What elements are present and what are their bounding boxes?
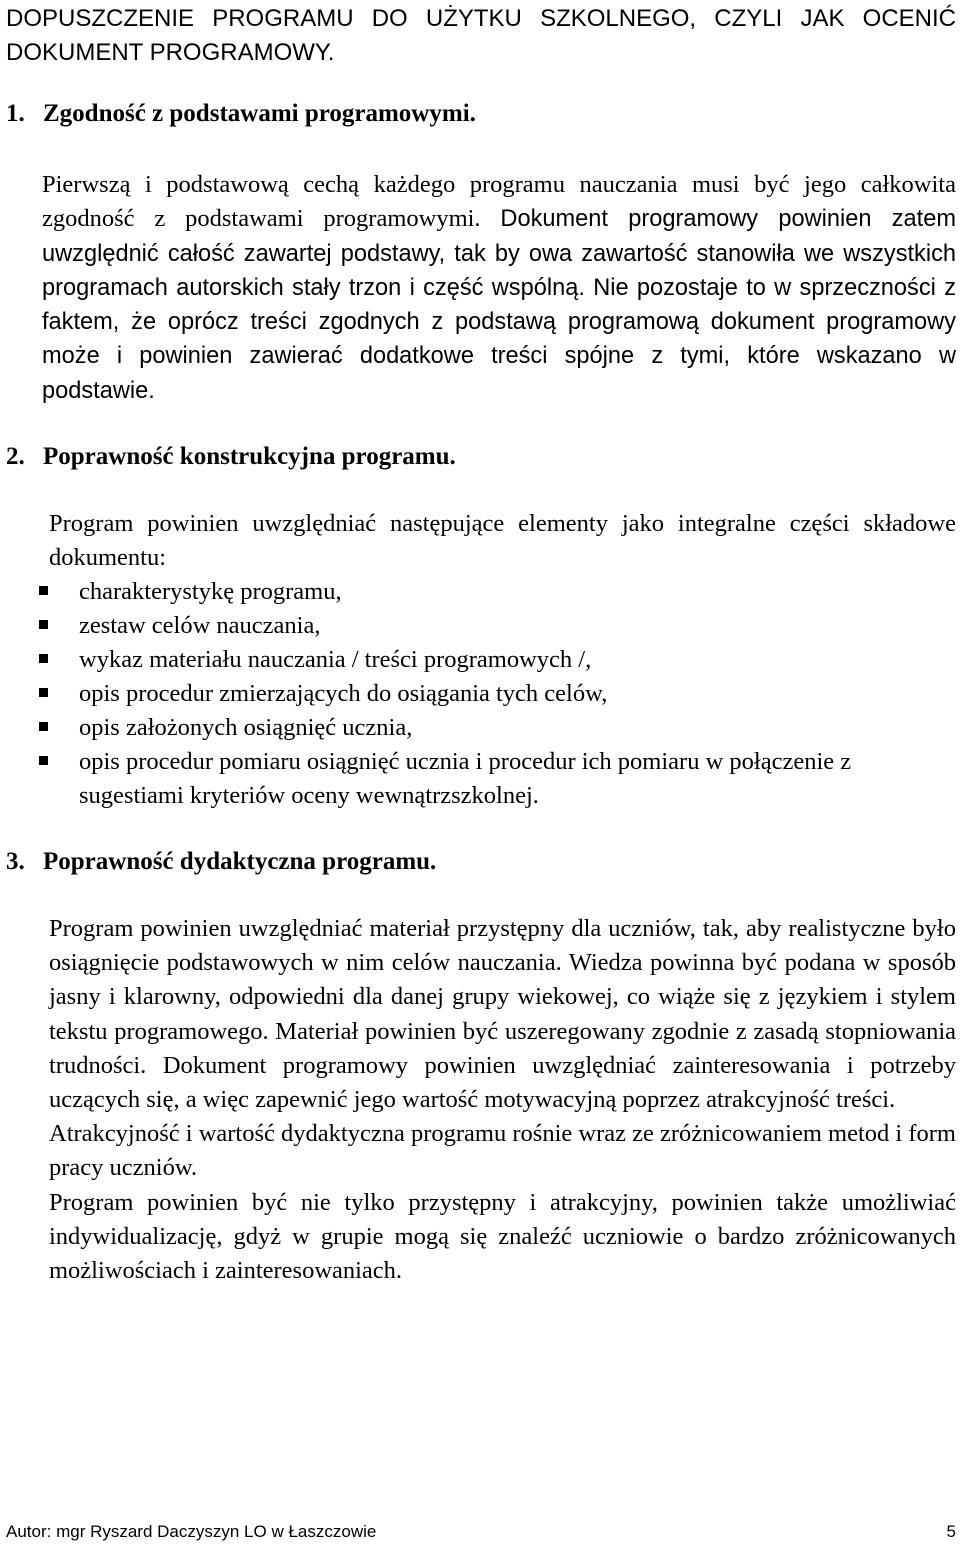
bullet-square-icon [39, 688, 48, 697]
bullet-square-icon [39, 654, 48, 663]
list-item-text: opis procedur zmierzających do osiągania tych celów, [79, 680, 608, 707]
paragraph: Atrakcyjność i wartość dydaktyczna programu rośnie wraz ze zróżnicowaniem metod i form pracy uczniów. [49, 1120, 956, 1182]
footer-author: Autor: mgr Ryszard Daczyszyn LO w Łaszczowie [6, 1522, 377, 1541]
list-item-text: wykaz materiału nauczania / treści programowych /, [79, 646, 592, 673]
section-title: Poprawność konstrukcyjna programu. [43, 443, 456, 470]
list-item [35, 643, 956, 677]
section-heading-3 [6, 846, 946, 878]
section-number: 3. [6, 848, 25, 875]
bullet-square-icon [39, 722, 48, 731]
section-title: Poprawność dydaktyczna programu. [43, 848, 437, 875]
section-3-body [49, 912, 956, 1288]
section-number: 1. [6, 100, 25, 127]
page-number: 5 [946, 1522, 956, 1541]
list-item-text: opis założonych osiągnięć ucznia, [79, 714, 413, 741]
section-number: 2. [6, 443, 25, 470]
list-item-text: zestaw celów nauczania, [79, 612, 321, 639]
page-title: DOPUSZCZENIE PROGRAMU DO UŻYTKU SZKOLNEGO, CZYLI JAK OCENIĆ DOKUMENT PROGRAMOWY. [6, 5, 956, 66]
requirements-list [35, 575, 956, 813]
list-item [35, 745, 956, 813]
section-heading-1 [6, 98, 946, 130]
list-item [35, 609, 956, 643]
paragraph-text-serif: Pierwszą i podstawową cechą każdego programu nauczania musi być jego całkowita zgodność z podstawami programowymi. [42, 171, 956, 233]
section-2-intro: Program powinien uwzględniać następujące elementy jako integralne części składowe dokumentu: [49, 510, 956, 571]
bullet-square-icon [39, 756, 48, 765]
bullet-square-icon [39, 586, 48, 595]
list-item [35, 711, 956, 745]
paragraph-text-sans: Dokument programowy powinien zatem uwzględnić całość zawartej podstawy, tak by owa zawartość stanowiła we wszystkich programach autorskich stały trzon i część wspólną. Nie pozostaje to w sprzeczności z faktem, że oprócz treści zgodnych z podstawą programową dokument programowy może i powinien zawierać dodatkowe treści spójne z tymi, które wskazano w podstawie. [42, 206, 957, 404]
list-item [35, 575, 956, 609]
paragraph: Program powinien uwzględniać materiał przystępny dla uczniów, tak, aby realistyczne było osiągnięcie podstawowych w nim celów nauczania. Wiedza powinna być podana w sposób jasny i klarowny, odpowiedni dla danej grupy wiekowej, co wiąże się z językiem i stylem tekstu programowego. Materiał powinien być uszeregowany zgodnie z zasadą stopniowania trudności. Dokument programowy powinien uwzględniać zainteresowania i potrzeby uczących się, a więc zapewnić jego wartość motywacyjną poprzez atrakcyjność treści. [49, 915, 956, 1114]
list-item-text: charakterystykę programu, [79, 578, 342, 605]
section-heading-2 [6, 441, 946, 473]
list-item [35, 677, 956, 711]
section-title: Zgodność z podstawami programowymi. [43, 100, 476, 127]
list-item-text: opis procedur pomiaru osiągnięć ucznia i procedur ich pomiaru w połączenie z sugestiami kryteriów oceny wewnątrzszkolnej. [79, 748, 852, 809]
paragraph: Program powinien być nie tylko przystępny i atrakcyjny, powinien także umożliwiać indywidualizację, gdyż w grupie mogą się znaleźć uczniowie o bardzo zróżnicowanych możliwościach i zainteresowaniach. [49, 1188, 956, 1285]
section-1-paragraph [42, 168, 956, 408]
bullet-square-icon [39, 620, 48, 629]
